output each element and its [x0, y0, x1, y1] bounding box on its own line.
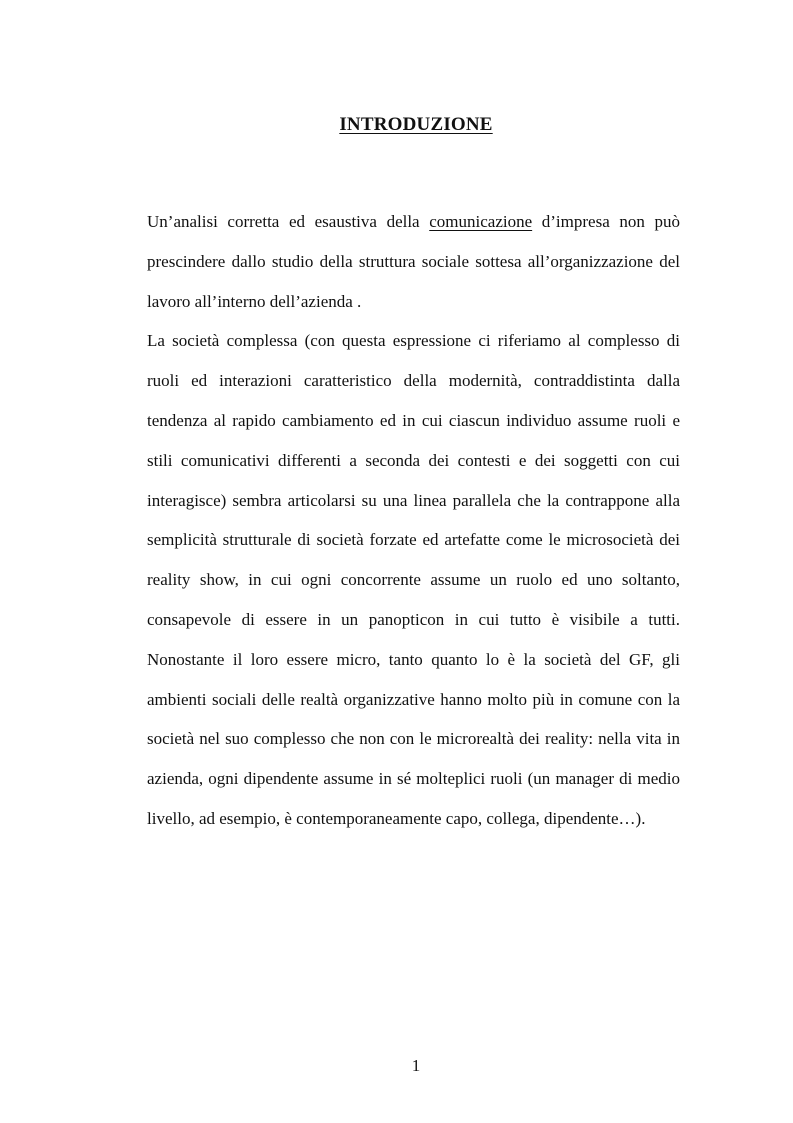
- underlined-term: comunicazione: [429, 212, 533, 231]
- paragraph-2: La società complessa (con questa espressione ci riferiamo al complesso di ruoli ed interazioni caratteristico della modernità, contraddistinta dalla tendenza al rapido cambiamento ed in cui ciascun individuo assume ruoli e stili comunicativi differenti a seconda dei contesti e dei soggetti con cui interagisce) sembra articolarsi su una linea parallela che la contrappone alla semplicità strutturale di società forzate ed artefatte come le microsocietà dei reality show, in cui ogni concorrente assume un ruolo ed uno soltanto, consapevole di essere in un panopticon in cui tutto è visibile a tutti. Nonostante il loro essere micro, tanto quanto lo è la società del GF, gli ambienti sociali delle realtà organizzative hanno molto più in comune con la società nel suo complesso che non con le microrealtà dei reality: nella vita in azienda, ogni dipendente assume in sé molteplici ruoli (un manager di medio livello, ad esempio, è contemporaneamente capo, collega, dipendente…).: [147, 331, 680, 828]
- page-title: INTRODUZIONE: [339, 114, 493, 135]
- paragraph-1-end: d’impresa non può prescindere dallo studio della struttura sociale sottesa all’organizzazione del lavoro all’interno dell’azienda .: [147, 212, 680, 311]
- page-number: 1: [411, 1056, 421, 1075]
- paragraph-1: [147, 202, 680, 321]
- body-text: [147, 202, 680, 839]
- paragraph-1-start: Un’analisi corretta ed esaustiva della: [147, 212, 430, 231]
